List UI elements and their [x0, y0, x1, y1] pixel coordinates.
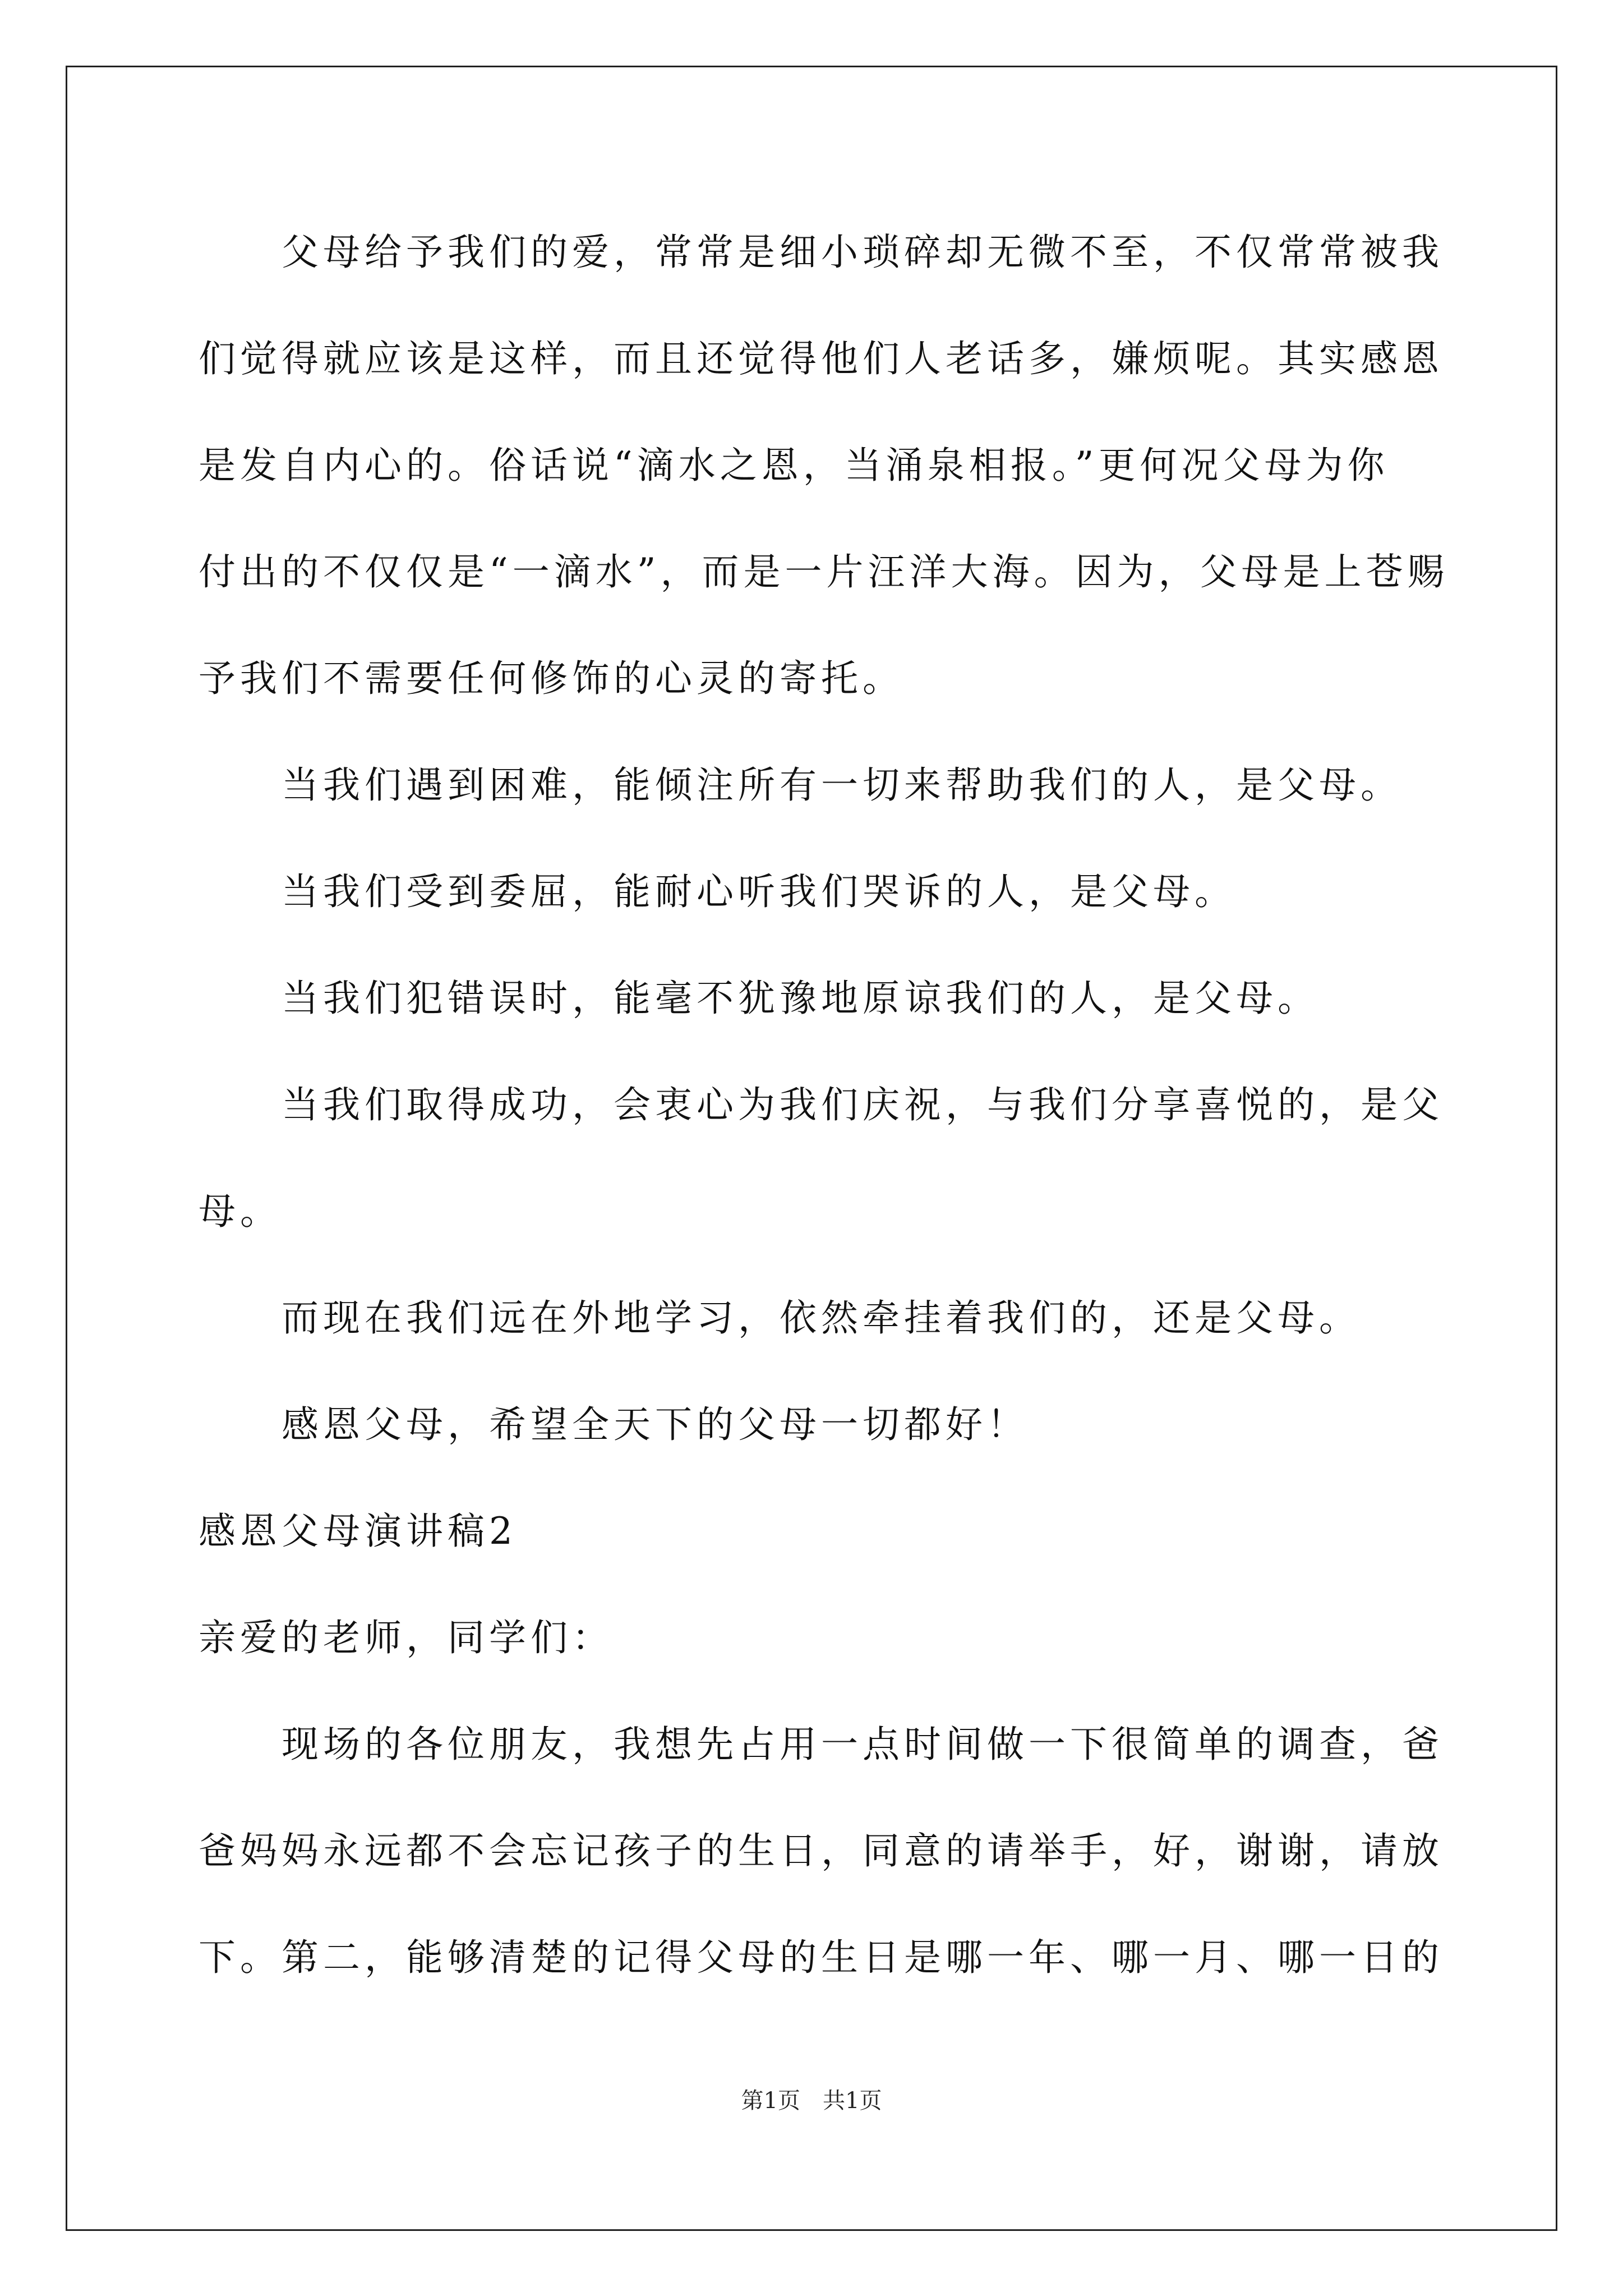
body-line: 当我们受到委屈，能耐心听我们哭诉的人，是父母。 — [199, 870, 1236, 913]
body-line: 付出的不仅仅是“一滴水”，而是一片汪洋大海。因为，父母是上苍赐 — [199, 550, 1449, 593]
body-line: 当我们犯错误时，能毫不犹豫地原谅我们的人，是父母。 — [199, 977, 1319, 1020]
body-line: 当我们取得成功，会衷心为我们庆祝，与我们分享喜悦的，是父 — [199, 1083, 1444, 1126]
body-line: 现场的各位朋友，我想先占用一点时间做一下很简单的调查，爸 — [199, 1723, 1444, 1766]
body-line: 当我们遇到困难，能倾注所有一切来帮助我们的人，是父母。 — [199, 763, 1402, 807]
body-line: 而现在我们远在外地学习，依然牵挂着我们的，还是父母。 — [199, 1296, 1361, 1340]
body-line: 们觉得就应该是这样，而且还觉得他们人老话多，嫌烦呢。其实感恩 — [199, 337, 1444, 380]
page-border — [66, 66, 1557, 2231]
body-line: 父母给予我们的爱，常常是细小琐碎却无微不至，不仅常常被我 — [199, 231, 1444, 274]
body-line: 感恩父母，希望全天下的父母一切都好！ — [199, 1403, 1029, 1446]
section-heading: 感恩父母演讲稿2 — [199, 1510, 517, 1553]
body-line: 下。第二，能够清楚的记得父母的生日是哪一年、哪一月、哪一日的 — [199, 1936, 1444, 1979]
page-footer: 第1页 共1页 — [741, 2088, 882, 2114]
body-line: 母。 — [199, 1190, 282, 1233]
body-line: 爸妈妈永远都不会忘记孩子的生日，同意的请举手，好，谢谢，请放 — [199, 1829, 1444, 1872]
salutation: 亲爱的老师，同学们： — [199, 1616, 614, 1659]
body-line: 是发自内心的。俗话说“滴水之恩，当涌泉相报。”更何况父母为你 — [199, 444, 1389, 487]
body-line: 予我们不需要任何修饰的心灵的寄托。 — [199, 657, 904, 700]
